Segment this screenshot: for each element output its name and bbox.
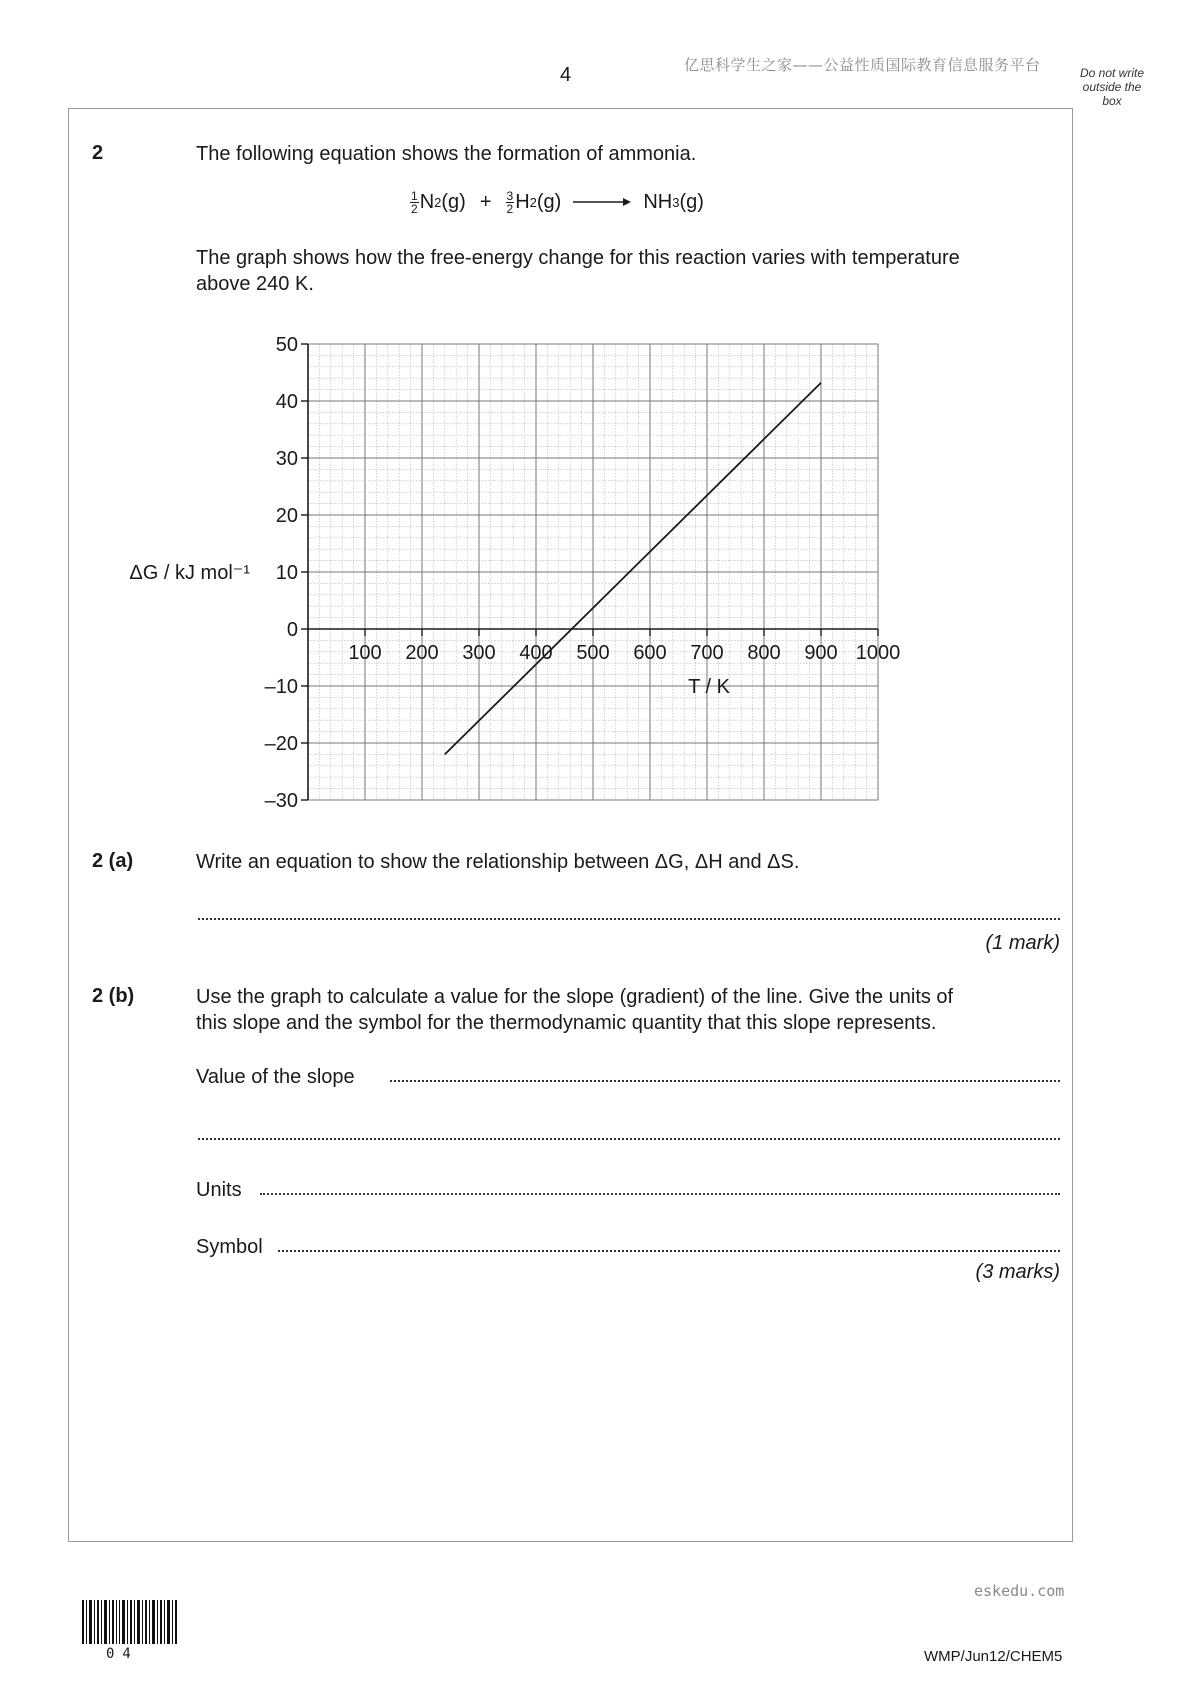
answer-line-value-2[interactable] bbox=[198, 1138, 1060, 1140]
x-tick-label: 300 bbox=[462, 642, 496, 664]
y-tick-label: –30 bbox=[264, 790, 298, 812]
x-tick-label: 600 bbox=[633, 642, 667, 664]
answer-line-symbol[interactable] bbox=[278, 1250, 1060, 1252]
barcode bbox=[82, 1600, 178, 1649]
marks-a: (1 mark) bbox=[985, 932, 1060, 954]
fraction-three-halves: $\frac{3}{2}$ bbox=[506, 189, 514, 216]
x-tick-label: 500 bbox=[576, 642, 610, 664]
y-tick-label: –10 bbox=[264, 676, 298, 698]
units-label: Units bbox=[196, 1179, 242, 1201]
term-nitrogen: N bbox=[419, 191, 435, 213]
part-a-label: 2 (a) bbox=[92, 850, 134, 872]
question-number: 2 bbox=[92, 142, 104, 164]
symbol-label: Symbol bbox=[196, 1236, 263, 1258]
x-tick-label: 200 bbox=[405, 642, 439, 664]
header-watermark: 亿思科学生之家——公益性质国际教育信息服务平台 bbox=[684, 56, 1041, 74]
y-tick-label: 20 bbox=[275, 505, 298, 527]
y-tick-label: 10 bbox=[275, 562, 298, 584]
x-tick-label: 900 bbox=[804, 642, 838, 664]
value-label: Value of the slope bbox=[196, 1066, 355, 1088]
answer-box bbox=[68, 108, 1073, 1542]
y-tick-label: –20 bbox=[264, 733, 298, 755]
y-tick-label: 50 bbox=[275, 334, 298, 356]
x-tick-label: 700 bbox=[690, 642, 724, 664]
reaction-equation: $\frac{1}{2}$ N 2 (g) + $\frac{3}{2}$ H 2 (g) NH 3 (g) bbox=[411, 189, 704, 216]
term-hydrogen: H bbox=[515, 191, 530, 213]
x-tick-label: 100 bbox=[348, 642, 382, 664]
margin-note-line: box bbox=[1102, 94, 1122, 108]
reaction-arrow-icon bbox=[573, 191, 631, 214]
answer-line-value[interactable] bbox=[390, 1080, 1060, 1082]
page-number: 4 bbox=[560, 64, 572, 86]
question-intro: The following equation shows the formation of ammonia. bbox=[196, 143, 697, 165]
part-a-text: Write an equation to show the relationship between ΔG, ΔH and ΔS. bbox=[196, 851, 800, 873]
answer-line-a[interactable] bbox=[198, 918, 1060, 920]
x-tick-label: 800 bbox=[747, 642, 781, 664]
x-tick-label: 400 bbox=[519, 642, 553, 664]
y-axis-label: ΔG / kJ mol⁻¹ bbox=[129, 562, 250, 584]
footer-watermark: eskedu.com bbox=[974, 1582, 1065, 1600]
barcode-number: 04 bbox=[106, 1646, 139, 1662]
y-tick-label: 40 bbox=[275, 391, 298, 413]
margin-note-line: Do not write bbox=[1079, 66, 1145, 80]
fraction-half: $\frac{1}{2}$ bbox=[411, 189, 418, 216]
marks-b: (3 marks) bbox=[975, 1261, 1060, 1283]
answer-line-units[interactable] bbox=[260, 1193, 1060, 1195]
y-tick-label: 0 bbox=[286, 619, 298, 641]
term-ammonia: NH bbox=[643, 191, 673, 213]
margin-note-line: outside the bbox=[1082, 80, 1142, 94]
graph-intro: The graph shows how the free-energy change for this reaction varies with temperature above 240 K. bbox=[196, 247, 960, 295]
footer-code: WMP/Jun12/CHEM5 bbox=[924, 1648, 1063, 1665]
x-axis-label: T / K bbox=[688, 676, 730, 698]
part-b-text: Use the graph to calculate a value for the slope (gradient) of the line. Give the units of this slope and the symbol for the thermodynamic quantity that this slope represents. bbox=[196, 986, 954, 1034]
x-tick-label: 1000 bbox=[855, 642, 901, 664]
margin-note bbox=[1066, 66, 1158, 108]
y-tick-label: 30 bbox=[275, 448, 298, 470]
part-b-label: 2 (b) bbox=[92, 985, 135, 1007]
